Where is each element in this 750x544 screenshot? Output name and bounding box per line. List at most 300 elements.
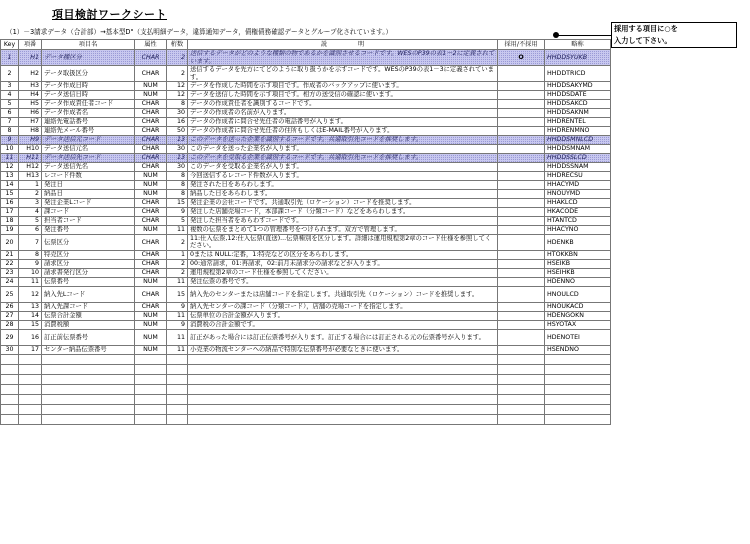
cell-attribute: NUM bbox=[135, 181, 167, 190]
empty-cell[interactable] bbox=[19, 384, 42, 394]
cell-attribute: CHAR bbox=[135, 100, 167, 109]
empty-cell[interactable] bbox=[135, 364, 167, 374]
empty-cell[interactable] bbox=[42, 364, 135, 374]
empty-cell[interactable] bbox=[42, 354, 135, 364]
sheet-title: 項目検討ワークシート bbox=[52, 8, 167, 21]
cell-adopt[interactable] bbox=[498, 109, 545, 118]
cell-adopt[interactable] bbox=[498, 345, 545, 354]
cell-length: 11 bbox=[167, 311, 188, 320]
cell-abbreviation: HSENDNO bbox=[545, 345, 611, 354]
cell-adopt[interactable] bbox=[498, 199, 545, 208]
cell-no: H2 bbox=[19, 66, 42, 82]
cell-abbreviation: HHDRENMNO bbox=[545, 127, 611, 136]
empty-cell[interactable] bbox=[19, 364, 42, 374]
table-row bbox=[1, 302, 611, 311]
cell-no: 12 bbox=[19, 286, 42, 302]
table-row bbox=[1, 199, 611, 208]
cell-abbreviation: HHDRECSU bbox=[545, 172, 611, 181]
cell-description: 発注した担当者をあらわすコードです。 bbox=[188, 217, 498, 226]
cell-abbreviation: HHDDTRICD bbox=[545, 66, 611, 82]
cell-length: 1 bbox=[167, 250, 188, 259]
cell-item-name: 伝票区分 bbox=[42, 235, 135, 251]
instruction-line-1: 採用する項目に○を bbox=[614, 24, 678, 33]
cell-length: 2 bbox=[167, 268, 188, 277]
cell-length: 11 bbox=[167, 226, 188, 235]
cell-no: H11 bbox=[19, 154, 42, 163]
cell-no: H1 bbox=[19, 50, 42, 66]
cell-no: H9 bbox=[19, 136, 42, 145]
cell-abbreviation: HKACODE bbox=[545, 208, 611, 217]
header-description: 説 明 bbox=[188, 40, 498, 50]
empty-cell[interactable] bbox=[167, 404, 188, 414]
empty-cell[interactable] bbox=[167, 414, 188, 424]
cell-abbreviation: HHACYNO bbox=[545, 226, 611, 235]
cell-abbreviation: HHDDSYUKB bbox=[545, 50, 611, 66]
cell-description: 運用規程第2章のコード仕様を参照してください。 bbox=[188, 268, 498, 277]
table-row bbox=[1, 127, 611, 136]
cell-key: 28 bbox=[1, 320, 19, 329]
cell-abbreviation: HHAKLCD bbox=[545, 199, 611, 208]
empty-cell[interactable] bbox=[545, 354, 611, 364]
cell-no: 11 bbox=[19, 277, 42, 286]
empty-cell[interactable] bbox=[42, 384, 135, 394]
cell-item-name: 請求書発行区分 bbox=[42, 268, 135, 277]
cell-key: 3 bbox=[1, 82, 19, 91]
empty-cell[interactable] bbox=[188, 394, 498, 404]
cell-abbreviation: HSEIKB bbox=[545, 259, 611, 268]
empty-cell[interactable] bbox=[498, 394, 545, 404]
cell-no: H6 bbox=[19, 109, 42, 118]
cell-key: 23 bbox=[1, 268, 19, 277]
empty-row bbox=[1, 394, 611, 404]
cell-adopt[interactable] bbox=[498, 302, 545, 311]
cell-adopt[interactable] bbox=[498, 172, 545, 181]
cell-no: 5 bbox=[19, 217, 42, 226]
cell-abbreviation: HDENNO bbox=[545, 277, 611, 286]
empty-cell[interactable] bbox=[498, 384, 545, 394]
cell-adopt[interactable] bbox=[498, 268, 545, 277]
empty-cell[interactable] bbox=[1, 394, 19, 404]
cell-no: 14 bbox=[19, 311, 42, 320]
empty-cell[interactable] bbox=[498, 354, 545, 364]
cell-key: 26 bbox=[1, 302, 19, 311]
cell-abbreviation: HHDDSSNAM bbox=[545, 163, 611, 172]
cell-item-name: レコード件数 bbox=[42, 172, 135, 181]
cell-item-name: 請求区分 bbox=[42, 259, 135, 268]
cell-abbreviation: HDENGOKN bbox=[545, 311, 611, 320]
cell-attribute: CHAR bbox=[135, 118, 167, 127]
cell-attribute: CHAR bbox=[135, 127, 167, 136]
cell-key: 22 bbox=[1, 259, 19, 268]
cell-key: 10 bbox=[1, 145, 19, 154]
cell-adopt[interactable] bbox=[498, 286, 545, 302]
cell-description: 訂正があった場合には訂正伝票番号が入ります。訂正する場合には訂正される元の伝票番号が入ります。 bbox=[188, 329, 498, 345]
cell-adopt[interactable] bbox=[498, 91, 545, 100]
table-row bbox=[1, 154, 611, 163]
cell-item-name: データ送信元名 bbox=[42, 145, 135, 154]
empty-cell[interactable] bbox=[42, 374, 135, 384]
empty-cell[interactable] bbox=[167, 364, 188, 374]
cell-adopt[interactable] bbox=[498, 100, 545, 109]
cell-attribute: CHAR bbox=[135, 250, 167, 259]
cell-item-name: データ送信先名 bbox=[42, 163, 135, 172]
cell-adopt[interactable] bbox=[498, 208, 545, 217]
cell-key: 8 bbox=[1, 127, 19, 136]
cell-item-name: 発注日 bbox=[42, 181, 135, 190]
empty-cell[interactable] bbox=[545, 394, 611, 404]
cell-description: 11:仕入伝票,12:仕入伝票(直送)...伝票種別を区分します。詳細は運用規程第2章のコード仕様を参照してください。 bbox=[188, 235, 498, 251]
cell-length: 2 bbox=[167, 259, 188, 268]
cell-attribute: CHAR bbox=[135, 163, 167, 172]
cell-item-name: 特売区分 bbox=[42, 250, 135, 259]
empty-cell[interactable] bbox=[167, 384, 188, 394]
cell-description: データの作成責任者を識別するコードです。 bbox=[188, 100, 498, 109]
cell-description: データの作成者に問合せ先任者の住所もしくはE-MAIL番号が入ります。 bbox=[188, 127, 498, 136]
empty-cell[interactable] bbox=[135, 404, 167, 414]
cell-abbreviation: HHDDSMNLCD bbox=[545, 136, 611, 145]
cell-key: 1 bbox=[1, 50, 19, 66]
cell-item-name: 伝票合計金額 bbox=[42, 311, 135, 320]
cell-attribute: NUM bbox=[135, 226, 167, 235]
cell-item-name: データ作成責任者コード bbox=[42, 100, 135, 109]
cell-adopt[interactable] bbox=[498, 235, 545, 251]
cell-item-name: 納品日 bbox=[42, 190, 135, 199]
cell-abbreviation: HHDDSSLCD bbox=[545, 154, 611, 163]
cell-attribute: NUM bbox=[135, 277, 167, 286]
table-row bbox=[1, 145, 611, 154]
table-row bbox=[1, 277, 611, 286]
cell-no: H13 bbox=[19, 172, 42, 181]
cell-attribute: CHAR bbox=[135, 50, 167, 66]
cell-abbreviation: HNOUYMD bbox=[545, 190, 611, 199]
empty-cell[interactable] bbox=[545, 414, 611, 424]
table-row bbox=[1, 268, 611, 277]
cell-attribute: CHAR bbox=[135, 259, 167, 268]
cell-adopt[interactable] bbox=[498, 250, 545, 259]
cell-length: 9 bbox=[167, 302, 188, 311]
empty-cell[interactable] bbox=[1, 414, 19, 424]
empty-cell[interactable] bbox=[135, 414, 167, 424]
cell-no: 17 bbox=[19, 345, 42, 354]
cell-no: H7 bbox=[19, 118, 42, 127]
cell-description: このデータを送った企業名が入ります。 bbox=[188, 145, 498, 154]
table-row bbox=[1, 250, 611, 259]
table-row bbox=[1, 172, 611, 181]
cell-item-name: 連絡先メール番号 bbox=[42, 127, 135, 136]
cell-adopt[interactable] bbox=[498, 217, 545, 226]
cell-length: 30 bbox=[167, 163, 188, 172]
cell-length: 12 bbox=[167, 82, 188, 91]
table-row bbox=[1, 286, 611, 302]
cell-length: 30 bbox=[167, 145, 188, 154]
cell-length: 30 bbox=[167, 109, 188, 118]
empty-cell[interactable] bbox=[188, 414, 498, 424]
table-body bbox=[1, 50, 611, 425]
cell-description: 今回送信するレコード件数が入ります。 bbox=[188, 172, 498, 181]
cell-no: 16 bbox=[19, 329, 42, 345]
cell-description: このデータを受取る企業名が入ります。 bbox=[188, 163, 498, 172]
cell-attribute: CHAR bbox=[135, 217, 167, 226]
empty-row bbox=[1, 414, 611, 424]
empty-cell[interactable] bbox=[19, 394, 42, 404]
table-row bbox=[1, 235, 611, 251]
cell-adopt[interactable] bbox=[498, 136, 545, 145]
empty-row bbox=[1, 364, 611, 374]
empty-cell[interactable] bbox=[1, 384, 19, 394]
cell-abbreviation: HTOKKBN bbox=[545, 250, 611, 259]
cell-adopt[interactable] bbox=[498, 259, 545, 268]
cell-item-name: 連絡先電話番号 bbox=[42, 118, 135, 127]
empty-cell[interactable] bbox=[1, 404, 19, 414]
cell-adopt[interactable] bbox=[498, 277, 545, 286]
cell-abbreviation: HNOULCD bbox=[545, 286, 611, 302]
cell-key: 11 bbox=[1, 154, 19, 163]
cell-key: 7 bbox=[1, 118, 19, 127]
cell-key: 29 bbox=[1, 329, 19, 345]
table-header-row bbox=[1, 40, 611, 50]
cell-attribute: NUM bbox=[135, 329, 167, 345]
cell-attribute: CHAR bbox=[135, 154, 167, 163]
cell-description: データの作成者の名前が入ります。 bbox=[188, 109, 498, 118]
cell-no: 7 bbox=[19, 235, 42, 251]
table-row bbox=[1, 320, 611, 329]
cell-adopt[interactable] bbox=[498, 311, 545, 320]
cell-no: 8 bbox=[19, 250, 42, 259]
cell-adopt[interactable] bbox=[498, 66, 545, 82]
empty-cell[interactable] bbox=[167, 354, 188, 364]
empty-row bbox=[1, 354, 611, 364]
cell-length: 9 bbox=[167, 320, 188, 329]
table-row bbox=[1, 181, 611, 190]
cell-abbreviation: HHDDSAKCD bbox=[545, 100, 611, 109]
cell-length: 9 bbox=[167, 208, 188, 217]
cell-description: 発注した店舗売場コード，本部課コード（分類コード）などをあらわします。 bbox=[188, 208, 498, 217]
cell-adopt[interactable] bbox=[498, 127, 545, 136]
empty-cell[interactable] bbox=[498, 374, 545, 384]
cell-abbreviation: HHDDSMNAM bbox=[545, 145, 611, 154]
table-row bbox=[1, 136, 611, 145]
cell-key: 5 bbox=[1, 100, 19, 109]
cell-no: 10 bbox=[19, 268, 42, 277]
cell-adopt[interactable] bbox=[498, 118, 545, 127]
cell-length: 8 bbox=[167, 100, 188, 109]
cell-description: 納品した日をあらわします。 bbox=[188, 190, 498, 199]
empty-cell[interactable] bbox=[545, 364, 611, 374]
empty-cell[interactable] bbox=[135, 374, 167, 384]
cell-length: 15 bbox=[167, 286, 188, 302]
cell-no: H4 bbox=[19, 91, 42, 100]
cell-item-name: データ送信日時 bbox=[42, 91, 135, 100]
cell-length: 8 bbox=[167, 172, 188, 181]
cell-length: 5 bbox=[167, 217, 188, 226]
cell-attribute: CHAR bbox=[135, 199, 167, 208]
cell-description: このデータを送った企業を識別するコードです。共通取引先コードを推奨します。 bbox=[188, 136, 498, 145]
cell-key: 30 bbox=[1, 345, 19, 354]
cell-length: 13 bbox=[167, 154, 188, 163]
empty-cell[interactable] bbox=[19, 354, 42, 364]
cell-description: データの作成者に問合せ先任者の電話番号が入ります。 bbox=[188, 118, 498, 127]
cell-adopt[interactable] bbox=[498, 190, 545, 199]
empty-cell[interactable] bbox=[1, 364, 19, 374]
header-attribute: 属性 bbox=[135, 40, 167, 50]
header-adopt: 採用/不採用 bbox=[498, 40, 545, 50]
cell-description: 送信するデータを先方にてどのように取り扱うかを示すコードです。WESのP39の表1－3に定義されています。 bbox=[188, 66, 498, 82]
cell-key: 19 bbox=[1, 226, 19, 235]
cell-no: 3 bbox=[19, 199, 42, 208]
cell-adopt[interactable] bbox=[498, 226, 545, 235]
cell-adopt[interactable] bbox=[498, 82, 545, 91]
cell-length: 8 bbox=[167, 190, 188, 199]
cell-description: 0または NULL:定番，1:特売などの区分をあらわします。 bbox=[188, 250, 498, 259]
empty-cell[interactable] bbox=[545, 404, 611, 414]
cell-no: 4 bbox=[19, 208, 42, 217]
cell-adopt[interactable] bbox=[498, 145, 545, 154]
table-row bbox=[1, 118, 611, 127]
cell-key: 18 bbox=[1, 217, 19, 226]
cell-item-name: 消費税額 bbox=[42, 320, 135, 329]
cell-item-name: 伝票番号 bbox=[42, 277, 135, 286]
cell-attribute: NUM bbox=[135, 91, 167, 100]
cell-item-name: 担当者コード bbox=[42, 217, 135, 226]
cell-length: 2 bbox=[167, 66, 188, 82]
cell-key: 4 bbox=[1, 91, 19, 100]
cell-description: 複数の伝票をまとめて1つの管理番号をつけられます。双方で管理します。 bbox=[188, 226, 498, 235]
empty-cell[interactable] bbox=[135, 384, 167, 394]
empty-cell[interactable] bbox=[498, 414, 545, 424]
empty-cell[interactable] bbox=[188, 364, 498, 374]
cell-length: 13 bbox=[167, 136, 188, 145]
cell-adopt[interactable] bbox=[498, 163, 545, 172]
cell-key: 13 bbox=[1, 172, 19, 181]
header-item-name: 項目名 bbox=[42, 40, 135, 50]
cell-description: 発注伝票の番号です。 bbox=[188, 277, 498, 286]
cell-item-name: 課コード bbox=[42, 208, 135, 217]
empty-cell[interactable] bbox=[19, 414, 42, 424]
cell-description: 納入先のセンターまたは店舗コードを指定します。共通取引先（ロケーション）コードを推奨します。 bbox=[188, 286, 498, 302]
cell-attribute: NUM bbox=[135, 82, 167, 91]
empty-cell[interactable] bbox=[135, 354, 167, 364]
cell-item-name: データ作成者名 bbox=[42, 109, 135, 118]
cell-attribute: CHAR bbox=[135, 302, 167, 311]
cell-attribute: CHAR bbox=[135, 208, 167, 217]
item-table bbox=[0, 39, 611, 425]
cell-key: 16 bbox=[1, 199, 19, 208]
cell-length: 2 bbox=[167, 50, 188, 66]
instruction-line-2: 入力して下さい。 bbox=[614, 36, 672, 45]
cell-key: 24 bbox=[1, 277, 19, 286]
empty-cell[interactable] bbox=[188, 374, 498, 384]
table-row bbox=[1, 259, 611, 268]
cell-adopt[interactable] bbox=[498, 181, 545, 190]
cell-item-name: 発注企業Lコード bbox=[42, 199, 135, 208]
cell-no: 1 bbox=[19, 181, 42, 190]
table-row bbox=[1, 345, 611, 354]
empty-cell[interactable] bbox=[42, 404, 135, 414]
empty-cell[interactable] bbox=[42, 414, 135, 424]
empty-row bbox=[1, 404, 611, 414]
cell-key: 14 bbox=[1, 181, 19, 190]
cell-key: 15 bbox=[1, 190, 19, 199]
cell-abbreviation: HDENOTEI bbox=[545, 329, 611, 345]
cell-key: 21 bbox=[1, 250, 19, 259]
empty-cell[interactable] bbox=[42, 394, 135, 404]
cell-no: 13 bbox=[19, 302, 42, 311]
empty-cell[interactable] bbox=[188, 384, 498, 394]
empty-cell[interactable] bbox=[498, 404, 545, 414]
cell-adopt[interactable] bbox=[498, 154, 545, 163]
cell-key: 6 bbox=[1, 109, 19, 118]
cell-abbreviation: HNOUKACD bbox=[545, 302, 611, 311]
cell-attribute: NUM bbox=[135, 311, 167, 320]
cell-abbreviation: HSYOTAX bbox=[545, 320, 611, 329]
cell-length: 11 bbox=[167, 277, 188, 286]
cell-item-name: 納入先Lコード bbox=[42, 286, 135, 302]
empty-cell[interactable] bbox=[498, 364, 545, 374]
empty-cell[interactable] bbox=[545, 374, 611, 384]
cell-attribute: CHAR bbox=[135, 235, 167, 251]
cell-abbreviation: HHACYMD bbox=[545, 181, 611, 190]
cell-no: H12 bbox=[19, 163, 42, 172]
callout-line bbox=[556, 35, 612, 36]
cell-length: 11 bbox=[167, 345, 188, 354]
table-row bbox=[1, 217, 611, 226]
cell-attribute: CHAR bbox=[135, 286, 167, 302]
cell-description: 納入先センターの課コード（分類コード），店舗の売場コードを指定します。 bbox=[188, 302, 498, 311]
table-row bbox=[1, 208, 611, 217]
empty-cell[interactable] bbox=[167, 374, 188, 384]
cell-item-name: 納入先課コード bbox=[42, 302, 135, 311]
empty-cell[interactable] bbox=[135, 394, 167, 404]
cell-no: 15 bbox=[19, 320, 42, 329]
cell-abbreviation: HDENKB bbox=[545, 235, 611, 251]
empty-cell[interactable] bbox=[19, 374, 42, 384]
header-no: 項番 bbox=[19, 40, 42, 50]
table-row bbox=[1, 329, 611, 345]
table-row bbox=[1, 91, 611, 100]
cell-item-name: データ作成日時 bbox=[42, 82, 135, 91]
cell-description: このデータを受取る企業を識別するコードです。共通取引先コードを推奨します。 bbox=[188, 154, 498, 163]
cell-no: H5 bbox=[19, 100, 42, 109]
table-row bbox=[1, 109, 611, 118]
table-row bbox=[1, 311, 611, 320]
empty-cell[interactable] bbox=[545, 384, 611, 394]
cell-attribute: NUM bbox=[135, 320, 167, 329]
cell-length: 50 bbox=[167, 127, 188, 136]
cell-description: 発注された日をあらわします。 bbox=[188, 181, 498, 190]
cell-item-name: データ種区分 bbox=[42, 50, 135, 66]
cell-length: 2 bbox=[167, 235, 188, 251]
cell-adopt[interactable] bbox=[498, 329, 545, 345]
empty-cell[interactable] bbox=[1, 354, 19, 364]
empty-row bbox=[1, 384, 611, 394]
table-row bbox=[1, 66, 611, 82]
cell-description: 発注企業の会社コードです。共通取引先（ロケーション）コードを推奨します。 bbox=[188, 199, 498, 208]
empty-cell[interactable] bbox=[1, 374, 19, 384]
cell-abbreviation: HHDDSAKYMD bbox=[545, 82, 611, 91]
cell-no: H3 bbox=[19, 82, 42, 91]
cell-item-name: データ送信先コード bbox=[42, 154, 135, 163]
cell-abbreviation: HSEIHKB bbox=[545, 268, 611, 277]
cell-adopt[interactable] bbox=[498, 320, 545, 329]
empty-cell[interactable] bbox=[167, 394, 188, 404]
cell-key: 2 bbox=[1, 66, 19, 82]
empty-cell[interactable] bbox=[188, 404, 498, 414]
empty-cell[interactable] bbox=[188, 354, 498, 364]
header-abbreviation: 略称 bbox=[545, 40, 611, 50]
cell-adopt[interactable]: O bbox=[498, 50, 545, 66]
empty-cell[interactable] bbox=[19, 404, 42, 414]
cell-item-name: 訂正前伝票番号 bbox=[42, 329, 135, 345]
